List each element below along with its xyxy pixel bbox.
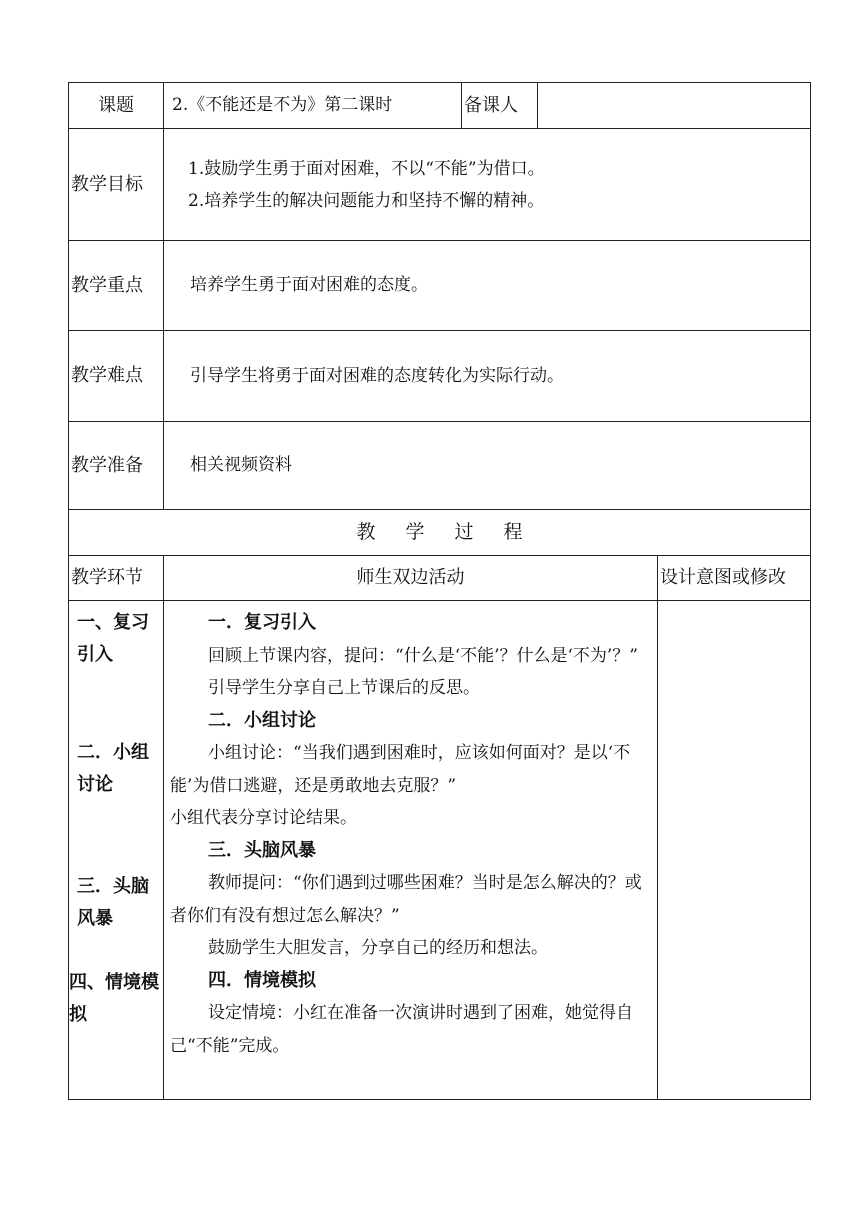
preparation-label: 教学准备: [69, 422, 164, 510]
difficulties-value: 引导学生将勇于面对困难的态度转化为实际行动。: [164, 331, 811, 422]
stage-label: 二．小组讨论: [77, 742, 149, 795]
objective-item: 2.培养学生的解决问题能力和坚持不懈的精神。: [188, 190, 545, 211]
activity-paragraph: 小组讨论：“当我们遇到困难时，应该如何面对？是以‘不能’为借口逃避，还是勇敢地去克服？”: [170, 743, 631, 796]
process-header-row: [69, 556, 811, 601]
topic-label: 课题: [69, 83, 164, 129]
section-heading: 一．复习引入: [208, 612, 316, 633]
process-title-row: [69, 510, 811, 556]
difficulties-row: [69, 331, 811, 422]
topic-value: 2.《不能还是不为》第二课时: [164, 83, 462, 129]
activity-paragraph: 引导学生分享自己上节课后的反思。: [208, 678, 480, 698]
section-heading: 四．情境模拟: [208, 969, 316, 991]
preparer-label: 备课人: [462, 83, 538, 129]
key-points-label: 教学重点: [69, 241, 164, 331]
process-body-row: [69, 601, 811, 1100]
objective-item: 1.鼓励学生勇于面对困难，不以“不能”为借口。: [188, 158, 545, 179]
activity-paragraph: 小组代表分享讨论结果。: [170, 808, 357, 828]
preparation-row: [69, 422, 811, 510]
activities-cell: [164, 601, 658, 1100]
activity-paragraph: 教师提问：“你们遇到过哪些困难？当时是怎么解决的？或者你们有没有想过怎么解决？”: [170, 873, 642, 926]
objectives-content: [164, 129, 811, 241]
key-points-value: 培养学生勇于面对困难的态度。: [164, 241, 811, 331]
design-notes-cell: [658, 601, 811, 1100]
stage-labels-cell: [69, 601, 164, 1100]
stage-label: 一、复习引入: [77, 612, 149, 665]
section-heading: 三．头脑风暴: [208, 839, 316, 861]
topic-row: [69, 83, 811, 129]
activity-paragraph: 回顾上节课内容，提问：“什么是‘不能’？什么是‘不为’？”: [208, 645, 638, 666]
process-title: 教学过程: [69, 510, 811, 556]
stage-column-header: 教学环节: [69, 556, 164, 601]
section-heading: 二．小组讨论: [208, 709, 316, 731]
stage-label: 三．头脑风暴: [77, 876, 149, 929]
stage-label: 四、情境模拟: [69, 972, 159, 1025]
activity-column-header: 师生双边活动: [164, 556, 658, 601]
preparation-value: 相关视频资料: [164, 422, 811, 510]
preparer-value: [538, 83, 811, 129]
activity-paragraph: 设定情境：小红在准备一次演讲时遇到了困难，她觉得自己“不能”完成。: [170, 1003, 633, 1056]
objectives-label: 教学目标: [69, 129, 164, 241]
difficulties-label: 教学难点: [69, 331, 164, 422]
key-points-row: [69, 241, 811, 331]
objectives-row: [69, 129, 811, 241]
activity-paragraph: 鼓励学生大胆发言，分享自己的经历和想法。: [208, 938, 548, 958]
design-column-header: 设计意图或修改: [658, 556, 811, 601]
lesson-plan-table: [68, 82, 811, 1100]
